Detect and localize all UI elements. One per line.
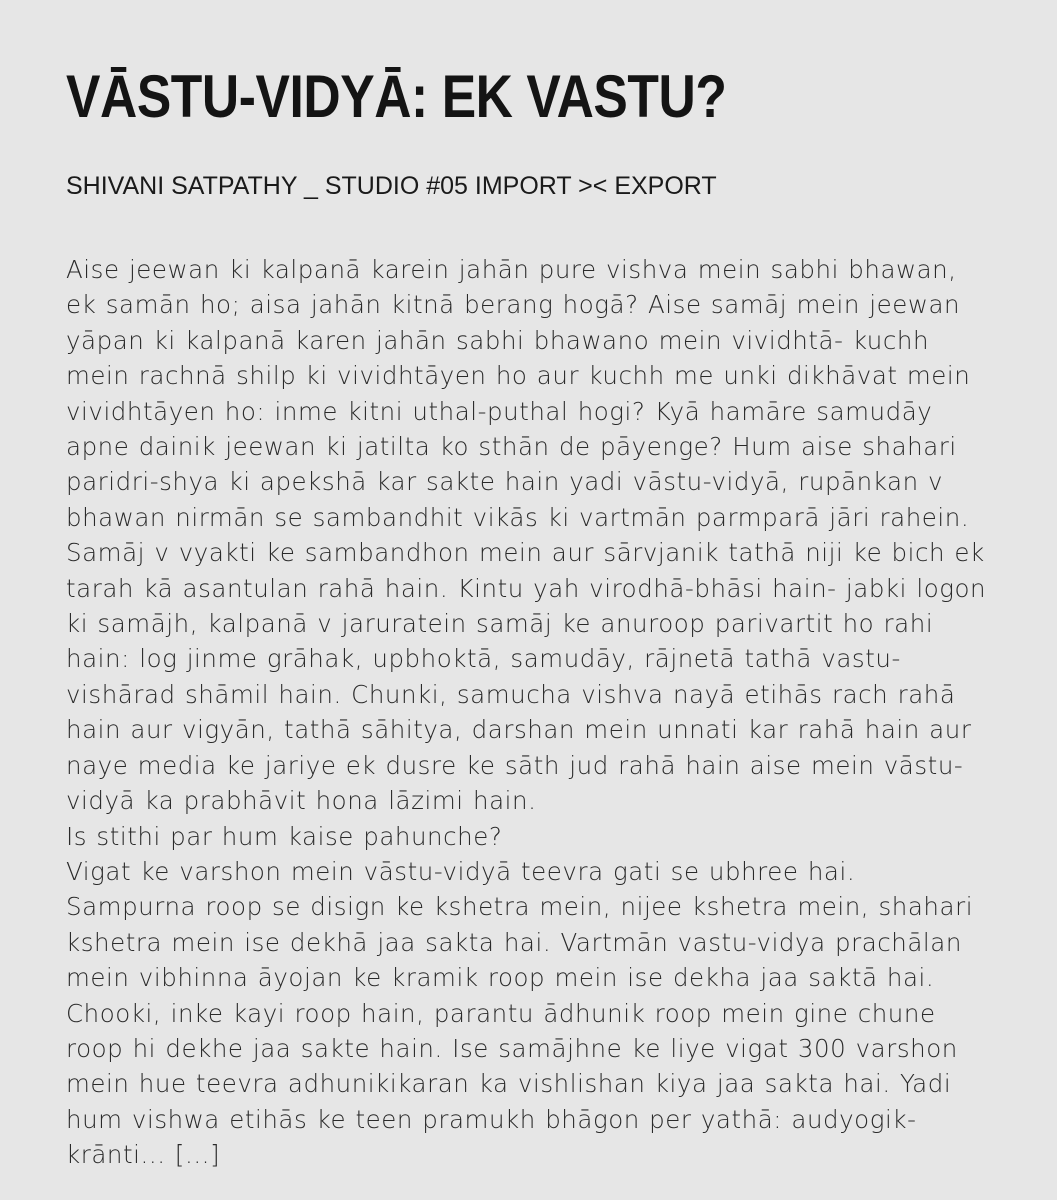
body-paragraph-3: Vigat ke varshon mein vāstu-vidyā teevra gati se ubhree hai. Sampurna roop se disign ke kshetra mein, nijee kshetra mein, shahari kshetra mein ise dekhā jaa sakta hai. Vartmān vastu-vidya prachālan mein vibhinna āyojan ke kramik roop mein ise dekha jaa saktā hai. Chooki, inke kayi roop hain, parantu ādhunik roop mein gine chune roop hi dekhe jaa sakte hain. Ise samājhne ke liye vigat 300 varshon mein hue teevra adhunikikaran ka vishlishan kiya jaa sakta hai. Yadi hum vishwa etihās ke teen pramukh bhāgon per yathā: audyogik-krānti... [...] (66, 856, 974, 1170)
article-byline: SHIVANI SATPATHY _ STUDIO #05 IMPORT >< EXPORT (66, 172, 717, 200)
article-title: VĀSTU-VIDYĀ: EK VASTU? (66, 63, 727, 130)
article (66, 62, 992, 1170)
body-paragraph-1: Aise jeewan ki kalpanā karein jahān pure vishva mein sabhi bhawan, ek samān ho; aisa jahān kitnā berang hogā? Aise samāj mein jeewan yāpan ki kalpanā karen jahān sabhi bhawano mein vividhtā- kuchh mein rachnā shilp ki vividhtāyen ho aur kuchh me unki dikhāvat mein vividhtāyen ho: inme kitni uthal-puthal hogi? Kyā hamāre samudāy apne dainik jeewan ki jatilta ko sthān de pāyenge? Hum aise shahari paridri-shya ki apekshā kar sakte hain yadi vāstu-vidyā, rupānkan v bhawan nirmān se sambandhit vikās ki vartmān parmparā jāri rahein. Samāj v vyakti ke sambandhon mein aur sārvjanik tathā niji ke bich ek tarah kā asantulan rahā hain. Kintu yah virodhā-bhāsi hain- jabki logon ki samājh, kalpanā v jaruratein samāj ke anuroop parivartit ho rahi hain: log jinme grāhak, upbhoktā, samudāy, rājnetā tathā vastu-vishārad shāmil hain. Chunki, samucha vishva nayā etihās rach rahā hain aur vigyān, tathā sāhitya, darshan mein unnati kar rahā hain aur naye media ke jariye ek dusre ke sāth jud rahā hain aise mein vāstu-vidyā ka prabhāvit hona lāzimi hain. (66, 255, 987, 816)
article-body (66, 252, 992, 1173)
body-paragraph-2: Is stithi par hum kaise pahunche? (66, 821, 503, 851)
